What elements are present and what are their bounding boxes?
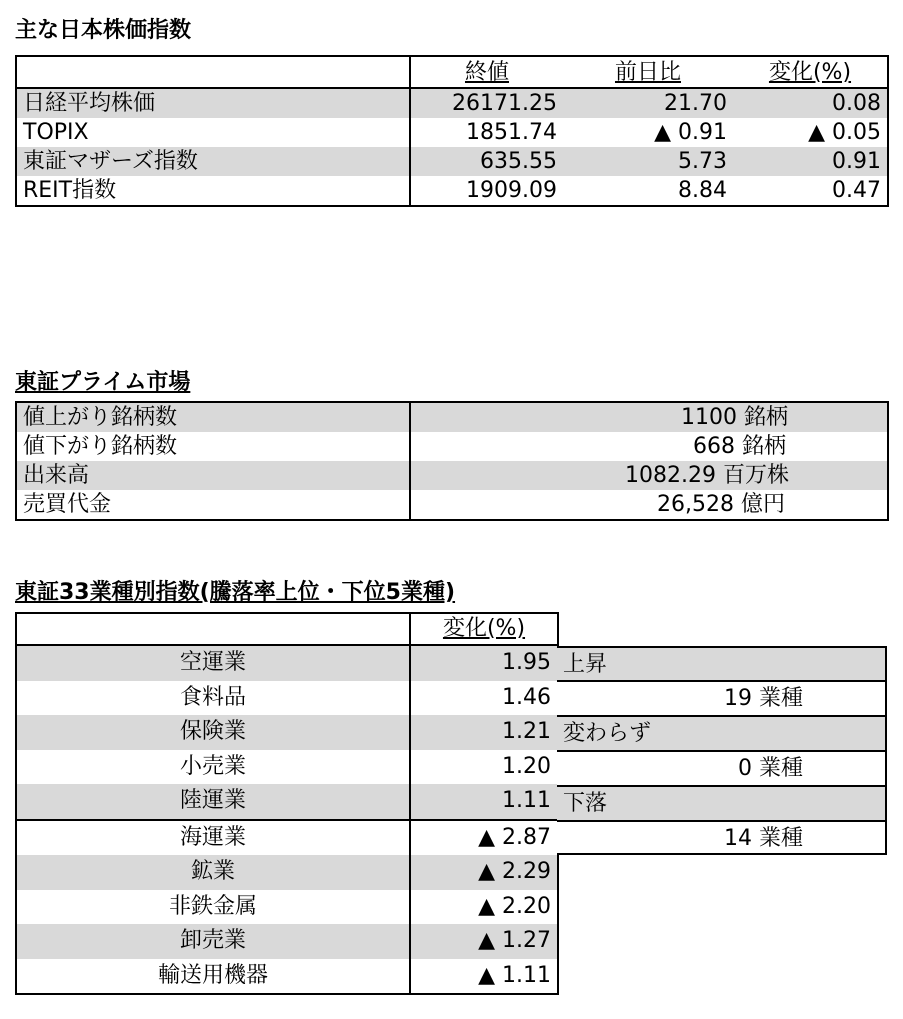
up-value: 19 業種 — [557, 680, 887, 715]
prime-label: 売買代金 — [16, 490, 410, 520]
prime-value: 26,528 億円 — [410, 490, 888, 520]
index-change: 8.84 — [563, 176, 733, 206]
sector-pct: 1.20 — [410, 750, 558, 785]
sector-name: 卸売業 — [16, 924, 410, 959]
index-pct: 0.47 — [733, 176, 888, 206]
prime-table — [15, 401, 889, 521]
sector-pct: ▲ 2.29 — [410, 855, 558, 890]
index-pct: ▲ 0.05 — [733, 118, 888, 147]
index-name: REIT指数 — [16, 176, 410, 206]
prime-label: 値下がり銘柄数 — [16, 432, 410, 461]
table-row — [16, 461, 888, 490]
sector-name: 保険業 — [16, 715, 410, 750]
sectors-table — [15, 612, 559, 995]
table-row — [16, 750, 558, 785]
table-row — [16, 855, 558, 890]
table-row — [16, 490, 888, 520]
table-row — [16, 715, 558, 750]
prime-label: 出来高 — [16, 461, 410, 490]
prime-value: 668 銘柄 — [410, 432, 888, 461]
indices-header-change: 前日比 — [563, 56, 733, 88]
sectors-header-row — [16, 613, 558, 645]
index-change: ▲ 0.91 — [654, 120, 727, 145]
sector-name: 小売業 — [16, 750, 410, 785]
indices-header-close: 終値 — [410, 56, 563, 88]
table-row — [16, 645, 558, 681]
prime-label: 値上がり銘柄数 — [16, 402, 410, 432]
index-change: 21.70 — [563, 88, 733, 118]
index-change: 5.73 — [563, 147, 733, 176]
indices-title: 主な日本株価指数 — [15, 18, 192, 43]
down-value: 14 業種 — [557, 820, 887, 855]
index-close: 635.55 — [410, 147, 563, 176]
sector-name: 海運業 — [16, 820, 410, 856]
sector-name: 鉱業 — [16, 855, 410, 890]
table-row — [16, 924, 558, 959]
sector-pct: ▲ 1.11 — [410, 959, 558, 995]
table-row — [16, 432, 888, 461]
sector-pct: 1.21 — [410, 715, 558, 750]
table-row — [16, 118, 888, 147]
down-label: 下落 — [557, 785, 887, 820]
prime-value: 1082.29 百万株 — [410, 461, 888, 490]
index-pct: 0.08 — [733, 88, 888, 118]
index-name: 日経平均株価 — [16, 88, 410, 118]
sector-pct: 1.46 — [410, 681, 558, 716]
sector-pct: 1.11 — [410, 784, 558, 820]
table-row — [16, 820, 558, 856]
sector-pct: 1.95 — [410, 645, 558, 681]
index-pct: 0.91 — [733, 147, 888, 176]
prime-title: 東証プライム市場 — [15, 370, 191, 395]
sector-name: 空運業 — [16, 645, 410, 681]
sector-name: 輸送用機器 — [16, 959, 410, 995]
sector-name: 陸運業 — [16, 784, 410, 820]
up-label: 上昇 — [557, 646, 887, 680]
indices-header-pct: 変化(%) — [733, 56, 888, 88]
table-row — [16, 681, 558, 716]
prime-value: 1100 銘柄 — [410, 402, 888, 432]
indices-table — [15, 55, 889, 207]
table-row — [16, 890, 558, 925]
table-row — [16, 784, 558, 820]
sectors-header-pct: 変化(%) — [410, 613, 558, 645]
flat-value: 0 業種 — [557, 750, 887, 785]
table-row — [16, 176, 888, 206]
sector-pct: ▲ 1.27 — [410, 924, 558, 959]
index-close: 26171.25 — [410, 88, 563, 118]
indices-header-row — [16, 56, 888, 88]
index-name: TOPIX — [16, 118, 410, 147]
table-row — [16, 402, 888, 432]
table-row — [16, 88, 888, 118]
flat-label: 変わらず — [557, 715, 887, 750]
sectors-header-blank — [16, 613, 410, 645]
sector-pct: ▲ 2.20 — [410, 890, 558, 925]
sector-name: 非鉄金属 — [16, 890, 410, 925]
sector-name: 食料品 — [16, 681, 410, 716]
sector-pct: ▲ 2.87 — [410, 820, 558, 856]
sectors-title: 東証33業種別指数(騰落率上位・下位5業種) — [15, 580, 456, 605]
index-close: 1909.09 — [410, 176, 563, 206]
index-name: 東証マザーズ指数 — [16, 147, 410, 176]
indices-header-blank — [16, 56, 410, 88]
table-row — [16, 147, 888, 176]
table-row — [16, 959, 558, 995]
index-close: 1851.74 — [410, 118, 563, 147]
